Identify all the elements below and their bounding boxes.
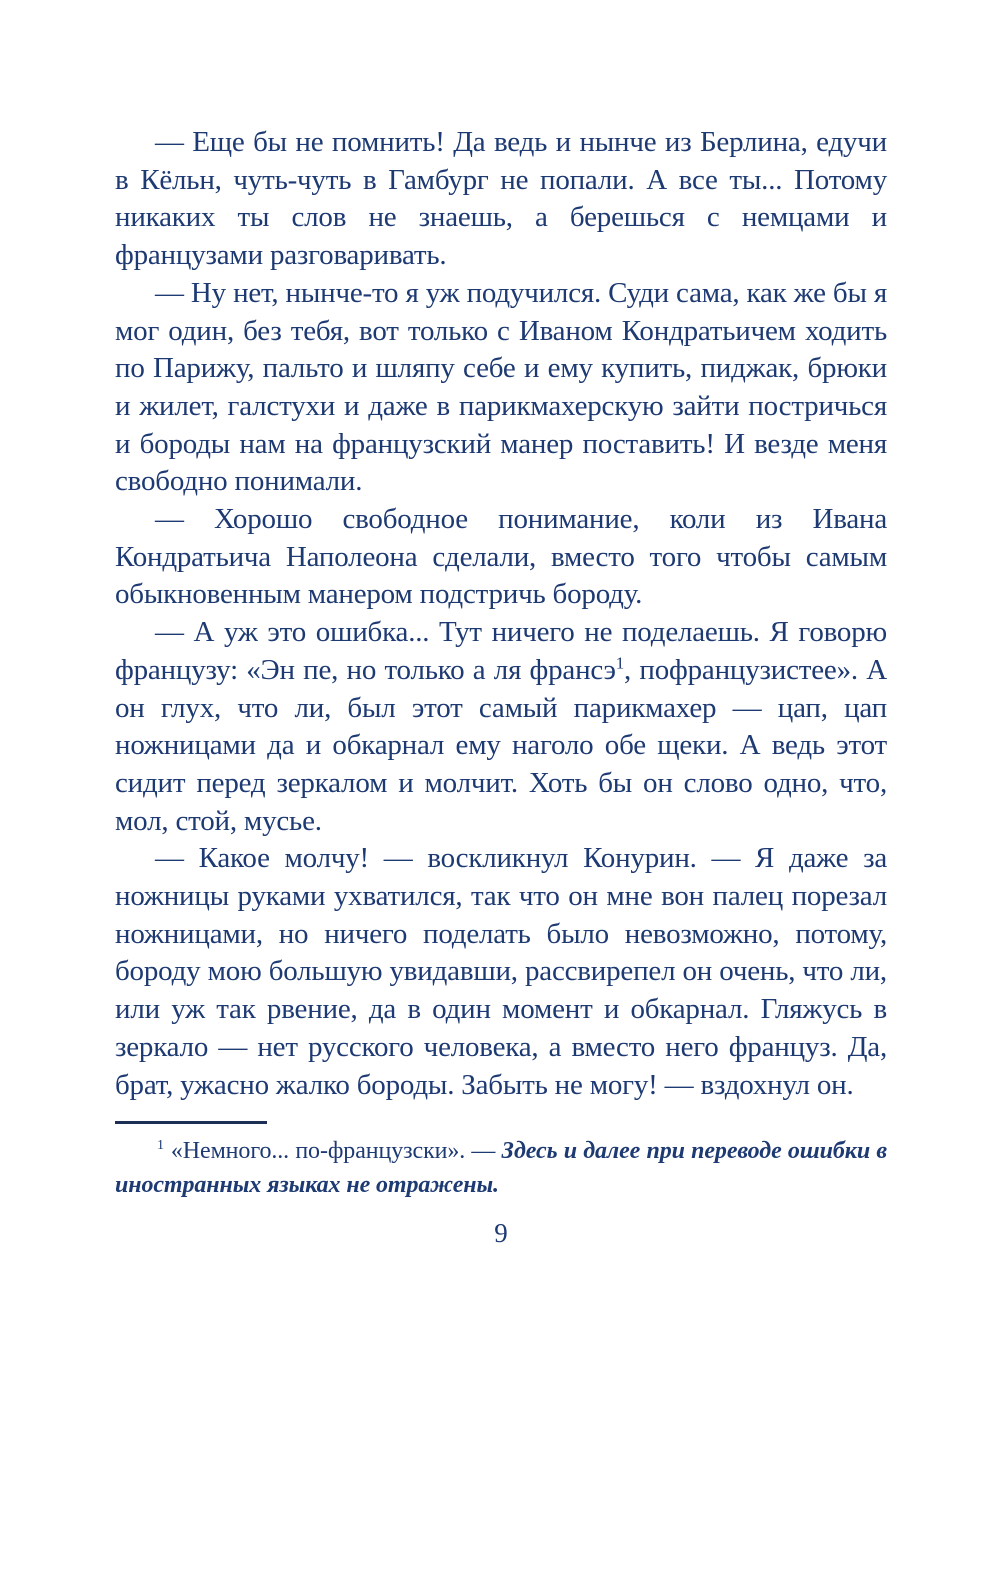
paragraph-4-text: — А уж это ошибка... Тут ничего не поделаешь. Я говорю французу: «Эн пе, но только а ля франсэ [115,616,887,686]
footnote-separator-rule [115,1121,267,1124]
paragraph-2: — Ну нет, нынче-то я уж подучился. Суди сама, как же бы я мог один, без тебя, вот только с Иваном Кондратьичем ходить по Парижу, пальто и шляпу себе и ему купить, пиджак, брюки и жилет, галстухи и даже в парикмахерскую зайти постричься и бороды нам на французский манер поставить! И везде меня свободно понимали. [115,276,887,498]
footnote-number: 1 [157,1138,164,1154]
footnote-italic-text: Здесь и далее при переводе ошибки в иностранных языках не отражены. [115,1138,887,1199]
page-number: 9 [494,1218,508,1249]
paragraph-3: — Хорошо свободное понимание, коли из Ивана Кондратьича Наполеона сделали, вместо того чтобы самым обыкновенным манером подстричь бороду. [115,503,887,611]
footnote-reference-marker: 1 [615,653,625,673]
footnote [115,1134,887,1202]
paragraph-1: — Еще бы не помнить! Да ведь и нынче из Берлина, едучи в Кёльн, чуть-чуть в Гамбург не попали. А все ты... Потому никаких ты слов не знаешь, а берешься с немцами и французами разговаривать. [115,126,887,272]
paragraph-5: — Какое молчу! — воскликнул Конурин. — Я даже за ножницы руками ухватился, так что он мне вон палец порезал ножницами, но ничего поделать было невозможно, потому, бороду мою большую увидавши, рассвирепел он очень, что ли, или уж так рвение, да в один момент и обкарнал. Гляжусь в зеркало — нет русского человека, а вместо него француз. Да, брат, ужасно жалко бороды. Забыть не могу! — вздохнул он. [115,842,887,1101]
text-block [115,124,887,1249]
paragraph-4-text-continued: , пофранцузистее». А он глух, что ли, был этот самый парикмахер — цап, цап ножницами да и обкарнал ему наголо обе щеки. А ведь этот сидит перед зеркалом и молчит. Хоть бы он слово одно, что, мол, стой, мусье. [115,653,887,837]
paragraph-4 [115,614,887,840]
footnote-roman-text: «Немного... по-французски». — [170,1138,502,1165]
